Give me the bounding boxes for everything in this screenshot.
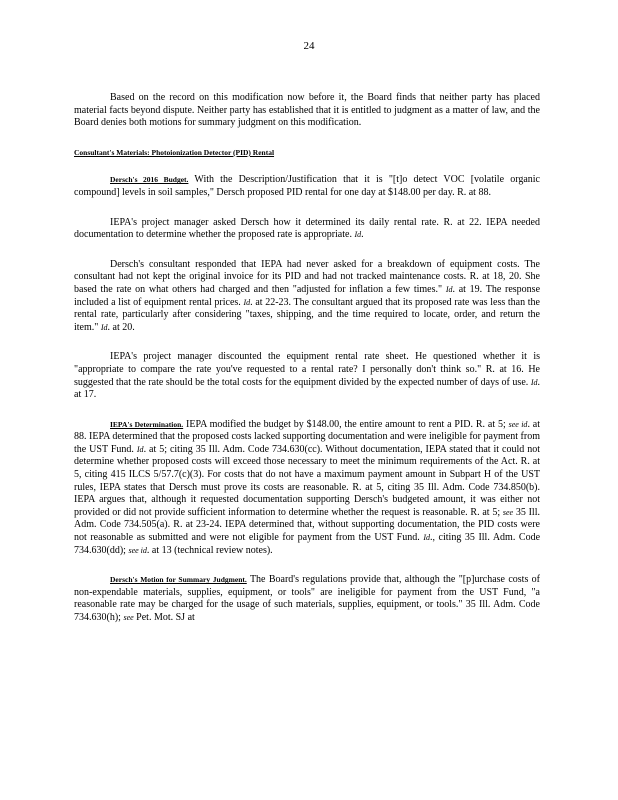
citation-italic: Id — [423, 533, 430, 543]
text-segment: Dersch's consultant responded that IEPA had never asked for a breakdown of equipment costs. The consultant had not kept the original invoice for its PID and had not tracked maintenance costs. R. at 18, 20. She based the rate on what others had charged and then "adjusted for inflation a few times." — [74, 258, 540, 295]
paragraph-consultant-response — [74, 259, 540, 335]
paragraph-iepa-determination — [74, 419, 540, 558]
document-body — [74, 92, 540, 642]
citation-italic: see id — [128, 545, 147, 555]
runin-heading: IEPA's Determination. — [110, 419, 184, 429]
citation-italic: Id — [445, 284, 453, 294]
text-segment: ., citing 35 Ill. Adm. Code 734.630(dd); — [74, 532, 541, 556]
text-segment: . at 88. IEPA determined that the proposed costs lacked supporting documentation and were ineligible for payment from the UST Fund. — [74, 418, 541, 455]
paragraph-iepa-question — [74, 217, 540, 242]
page-number: 24 — [303, 40, 315, 52]
citation-italic: see — [502, 507, 514, 517]
citation-italic: see id — [508, 419, 528, 429]
paragraph-dersch-budget — [74, 174, 540, 199]
citation-italic: Id — [243, 297, 251, 307]
text-segment: . at 5; citing 35 Ill. Adm. Code 734.630(cc). Without documentation, IEPA stated that it could not determine whether proposed costs will exceed those necessary to meet the minimum requirements of the Act. R. at 5, citing 415 ILCS 5/57.7(c)(3). For costs that do not have a maximum payment amount in Subpart H of the UST rules, IEPA states that Dersch must prove its costs are reasonable. R. at 5, citing 35 Ill. Adm. Code 734.850(b). IEPA argues that, although it requested documentation supporting Dersch's budgeted amount, it was either not provided or did not provide sufficient information to determine whether the request is reasonable. R. at 5; — [74, 443, 540, 518]
runin-heading: Dersch's 2016 Budget. — [110, 175, 189, 185]
text-segment: The Board's regulations provide that, although the "[p]urchase costs of non-expendable materials, supplies, equipment, or tools" are ineligible for payment from the UST Fund, "a reasonable rate may be charged for the usage of such materials, supplies, equipment, or tools." 35 Ill. Adm. Code 734.630(h); — [74, 574, 541, 623]
text-segment: IEPA's project manager asked Dersch how it determined its daily rental rate. R. at 22. IEPA needed documentation to determine whether the proposed rate is appropriate. — [74, 216, 540, 241]
runin-heading: Dersch's Motion for Summary Judgment. — [110, 575, 247, 585]
citation-italic: Id — [136, 444, 144, 454]
citation-italic: Id — [530, 377, 538, 387]
text-segment: . at 13 (technical review notes). — [146, 544, 273, 556]
section-heading: Consultant's Materials: Photoionization Detector (PID) Rental — [74, 147, 275, 157]
citation-italic: Id — [100, 322, 108, 332]
text-segment: 35 Ill. Adm. Code 734.505(a). R. at 23-24. IEPA determined that, without supporting documentation, the PID costs were not reasonable as submitted and were not eligible for payment from the UST Fund. — [74, 506, 540, 544]
text-segment: . at 17. — [74, 376, 540, 401]
text-segment: . at 19. The response included a list of equipment rental prices. — [74, 283, 541, 308]
text-segment: . at 22-23. The consultant argued that its proposed rate was less than the rental rate, particularly after considering "taxes, shipping, and the time required to locate, order, and return the item." — [74, 296, 540, 333]
text-segment: IEPA's project manager discounted the equipment rental rate sheet. He questioned whether it is "appropriate to compare the rate you've requested to a rental rate? I personally don't think so." R. at 16. He suggested that the rate should be the total costs for the equipment divided by the expected number of days of use. — [74, 351, 540, 388]
citation-italic: Id — [354, 230, 362, 240]
text-segment: Pet. Mot. SJ at — [133, 612, 195, 623]
text-segment: . at 20. — [107, 321, 135, 333]
paragraph-dersch-motion — [74, 574, 540, 624]
text-segment: . — [361, 229, 364, 241]
paragraph-text: With the Description/Justification that it is "[t]o detect VOC [volatile organic compound] levels in soil samples," Dersch proposed PID rental for one day at $148.00 per day. R. at 88. — [74, 174, 540, 198]
paragraph-summary-conclusion: Based on the record on this modification now before it, the Board finds that neither party has placed material facts beyond dispute. Neither party has established that it is entitled to judgment as a matter of law, and the Board denies both motions for summary judgment on this modification. — [74, 92, 540, 129]
text-segment: IEPA modified the budget by $148.00, the entire amount to rent a PID. R. at 5; — [183, 418, 509, 430]
citation-italic: see — [123, 613, 134, 622]
paragraph-manager-discount — [74, 351, 540, 401]
